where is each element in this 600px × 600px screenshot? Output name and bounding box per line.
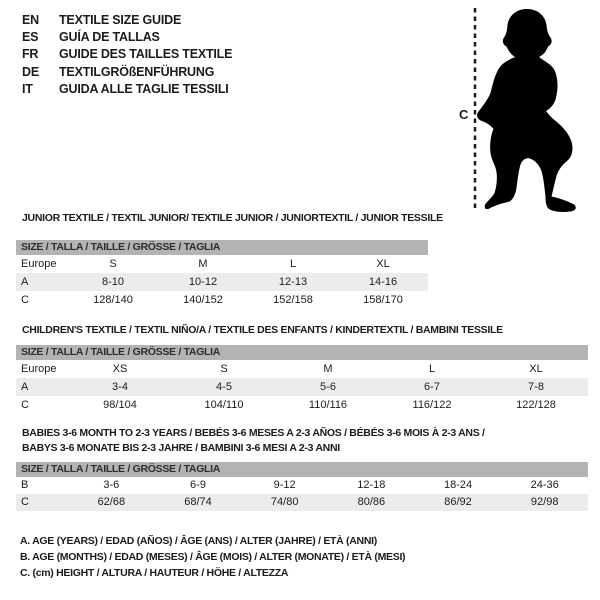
table-cell: 9-12 xyxy=(273,479,296,491)
row-label: A xyxy=(21,381,29,393)
table-cell: 12-13 xyxy=(278,276,308,288)
table-rows xyxy=(16,477,588,511)
table-cell: XL xyxy=(376,258,390,270)
table-cell: XS xyxy=(112,363,128,375)
language-code: IT xyxy=(22,82,33,97)
language-label: TEXTILGRÖßENFÜHRUNG xyxy=(59,64,215,79)
language-label: GUIDA ALLE TAGLIE TESSILI xyxy=(59,82,229,97)
table-cell: 152/158 xyxy=(273,294,313,306)
legend-line-c: C. (cm) HEIGHT / ALTURA / HAUTEUR / HÖHE / ALTEZZA xyxy=(20,567,289,579)
row-label: C xyxy=(21,399,29,411)
language-row xyxy=(22,46,232,63)
row-label: Europe xyxy=(21,363,57,375)
junior-size-table xyxy=(16,211,443,309)
table-cell: 5-6 xyxy=(320,381,336,393)
table-cell: XL xyxy=(529,363,543,375)
table-row xyxy=(16,360,588,378)
size-header-bar: SIZE / TALLA / TAILLE / GRÖSSE / TAGLIA xyxy=(16,345,588,360)
table-cell: 98/104 xyxy=(103,399,137,411)
table-cell: 18-24 xyxy=(443,479,473,491)
table-title xyxy=(22,426,588,462)
table-cell: 6-9 xyxy=(190,479,206,491)
row-label: C xyxy=(21,496,29,508)
table-cell: 158/170 xyxy=(363,294,403,306)
table-title-line: JUNIOR TEXTILE / TEXTIL JUNIOR/ TEXTILE JUNIOR / JUNIORTEXTIL / JUNIOR TESSILE xyxy=(22,212,443,224)
table-row xyxy=(16,378,588,396)
row-label: C xyxy=(21,294,29,306)
table-title xyxy=(22,211,443,240)
table-cell: 8-10 xyxy=(101,276,125,288)
table-cell: 86/92 xyxy=(444,496,472,508)
table-cell: 80/86 xyxy=(357,496,386,508)
table-cell: L xyxy=(289,258,297,270)
table-cell: S xyxy=(109,258,117,270)
language-code: DE xyxy=(22,64,39,79)
language-label: TEXTILE SIZE GUIDE xyxy=(59,12,182,27)
table-cell: S xyxy=(220,363,228,375)
table-cell: 62/68 xyxy=(97,496,126,508)
table-rows xyxy=(16,360,588,414)
language-row xyxy=(22,63,232,80)
table-cell: 10-12 xyxy=(188,276,218,288)
table-cell: M xyxy=(198,258,208,270)
table-cell: 74/80 xyxy=(270,496,299,508)
table-cell: 14-16 xyxy=(368,276,398,288)
table-cell: L xyxy=(428,363,436,375)
language-row xyxy=(22,28,232,45)
table-cell: 24-36 xyxy=(530,479,559,491)
table-cell: 12-18 xyxy=(357,479,386,491)
measure-legend xyxy=(20,533,405,581)
language-row xyxy=(22,11,232,28)
legend-line-b: B. AGE (MONTHS) / EDAD (MESES) / ÂGE (MOIS) / ALTER (MONATE) / ETÀ (MESI) xyxy=(20,551,406,563)
row-label: B xyxy=(21,479,29,491)
row-label: A xyxy=(21,276,29,288)
toddler-silhouette-figure xyxy=(458,0,588,215)
table-row xyxy=(16,494,588,511)
table-cell: 110/116 xyxy=(308,399,348,411)
language-code: FR xyxy=(22,47,39,62)
table-row xyxy=(16,291,428,309)
table-row xyxy=(16,396,588,414)
language-row xyxy=(22,81,232,98)
table-title xyxy=(22,323,588,345)
babies-size-table xyxy=(16,426,588,511)
table-cell: 4-5 xyxy=(216,381,232,393)
table-title-line: CHILDREN'S TEXTILE / TEXTIL NIÑO/A / TEXTILE DES ENFANTS / KINDERTEXTIL / BAMBINI TESSILE xyxy=(22,324,503,336)
table-cell: 7-8 xyxy=(528,381,544,393)
table-cell: 3-6 xyxy=(103,479,120,491)
toddler-silhouette xyxy=(477,9,576,212)
table-cell: 140/152 xyxy=(183,294,223,306)
language-label: GUIDE DES TAILLES TEXTILE xyxy=(59,47,233,62)
language-title-list xyxy=(22,11,232,98)
table-rows xyxy=(16,255,428,309)
table-title-line: BABIES 3-6 MONTH TO 2-3 YEARS / BEBÉS 3-6 MESES A 2-3 AÑOS / BÉBÉS 3-6 MOIS À 2-3 ANS / xyxy=(22,427,485,439)
table-cell: 116/122 xyxy=(412,399,452,411)
table-cell: 68/74 xyxy=(184,496,212,508)
table-cell: 3-4 xyxy=(112,381,128,393)
table-row xyxy=(16,255,428,273)
table-row xyxy=(16,477,588,494)
size-header-bar: SIZE / TALLA / TAILLE / GRÖSSE / TAGLIA xyxy=(16,240,428,255)
children-size-table xyxy=(16,323,588,414)
table-cell: 6-7 xyxy=(424,381,440,393)
table-cell: 128/140 xyxy=(93,294,133,306)
language-label: GUÍA DE TALLAS xyxy=(59,30,160,45)
table-title-line: BABYS 3-6 MONATE BIS 2-3 JAHRE / BAMBINI 3-6 MESI A 2-3 ANNI xyxy=(22,442,340,454)
table-cell: M xyxy=(323,363,333,375)
legend-line-a: A. AGE (YEARS) / EDAD (AÑOS) / ÂGE (ANS) / ALTER (JAHRE) / ETÀ (ANNI) xyxy=(20,535,377,547)
table-cell: 92/98 xyxy=(530,496,559,508)
height-measure-label: C xyxy=(459,107,469,122)
table-cell: 104/110 xyxy=(204,399,244,411)
table-cell: 122/128 xyxy=(516,399,556,411)
language-code: EN xyxy=(22,12,39,27)
language-code: ES xyxy=(22,30,39,45)
table-row xyxy=(16,273,428,291)
row-label: Europe xyxy=(21,258,57,270)
size-header-bar: SIZE / TALLA / TAILLE / GRÖSSE / TAGLIA xyxy=(16,462,588,477)
